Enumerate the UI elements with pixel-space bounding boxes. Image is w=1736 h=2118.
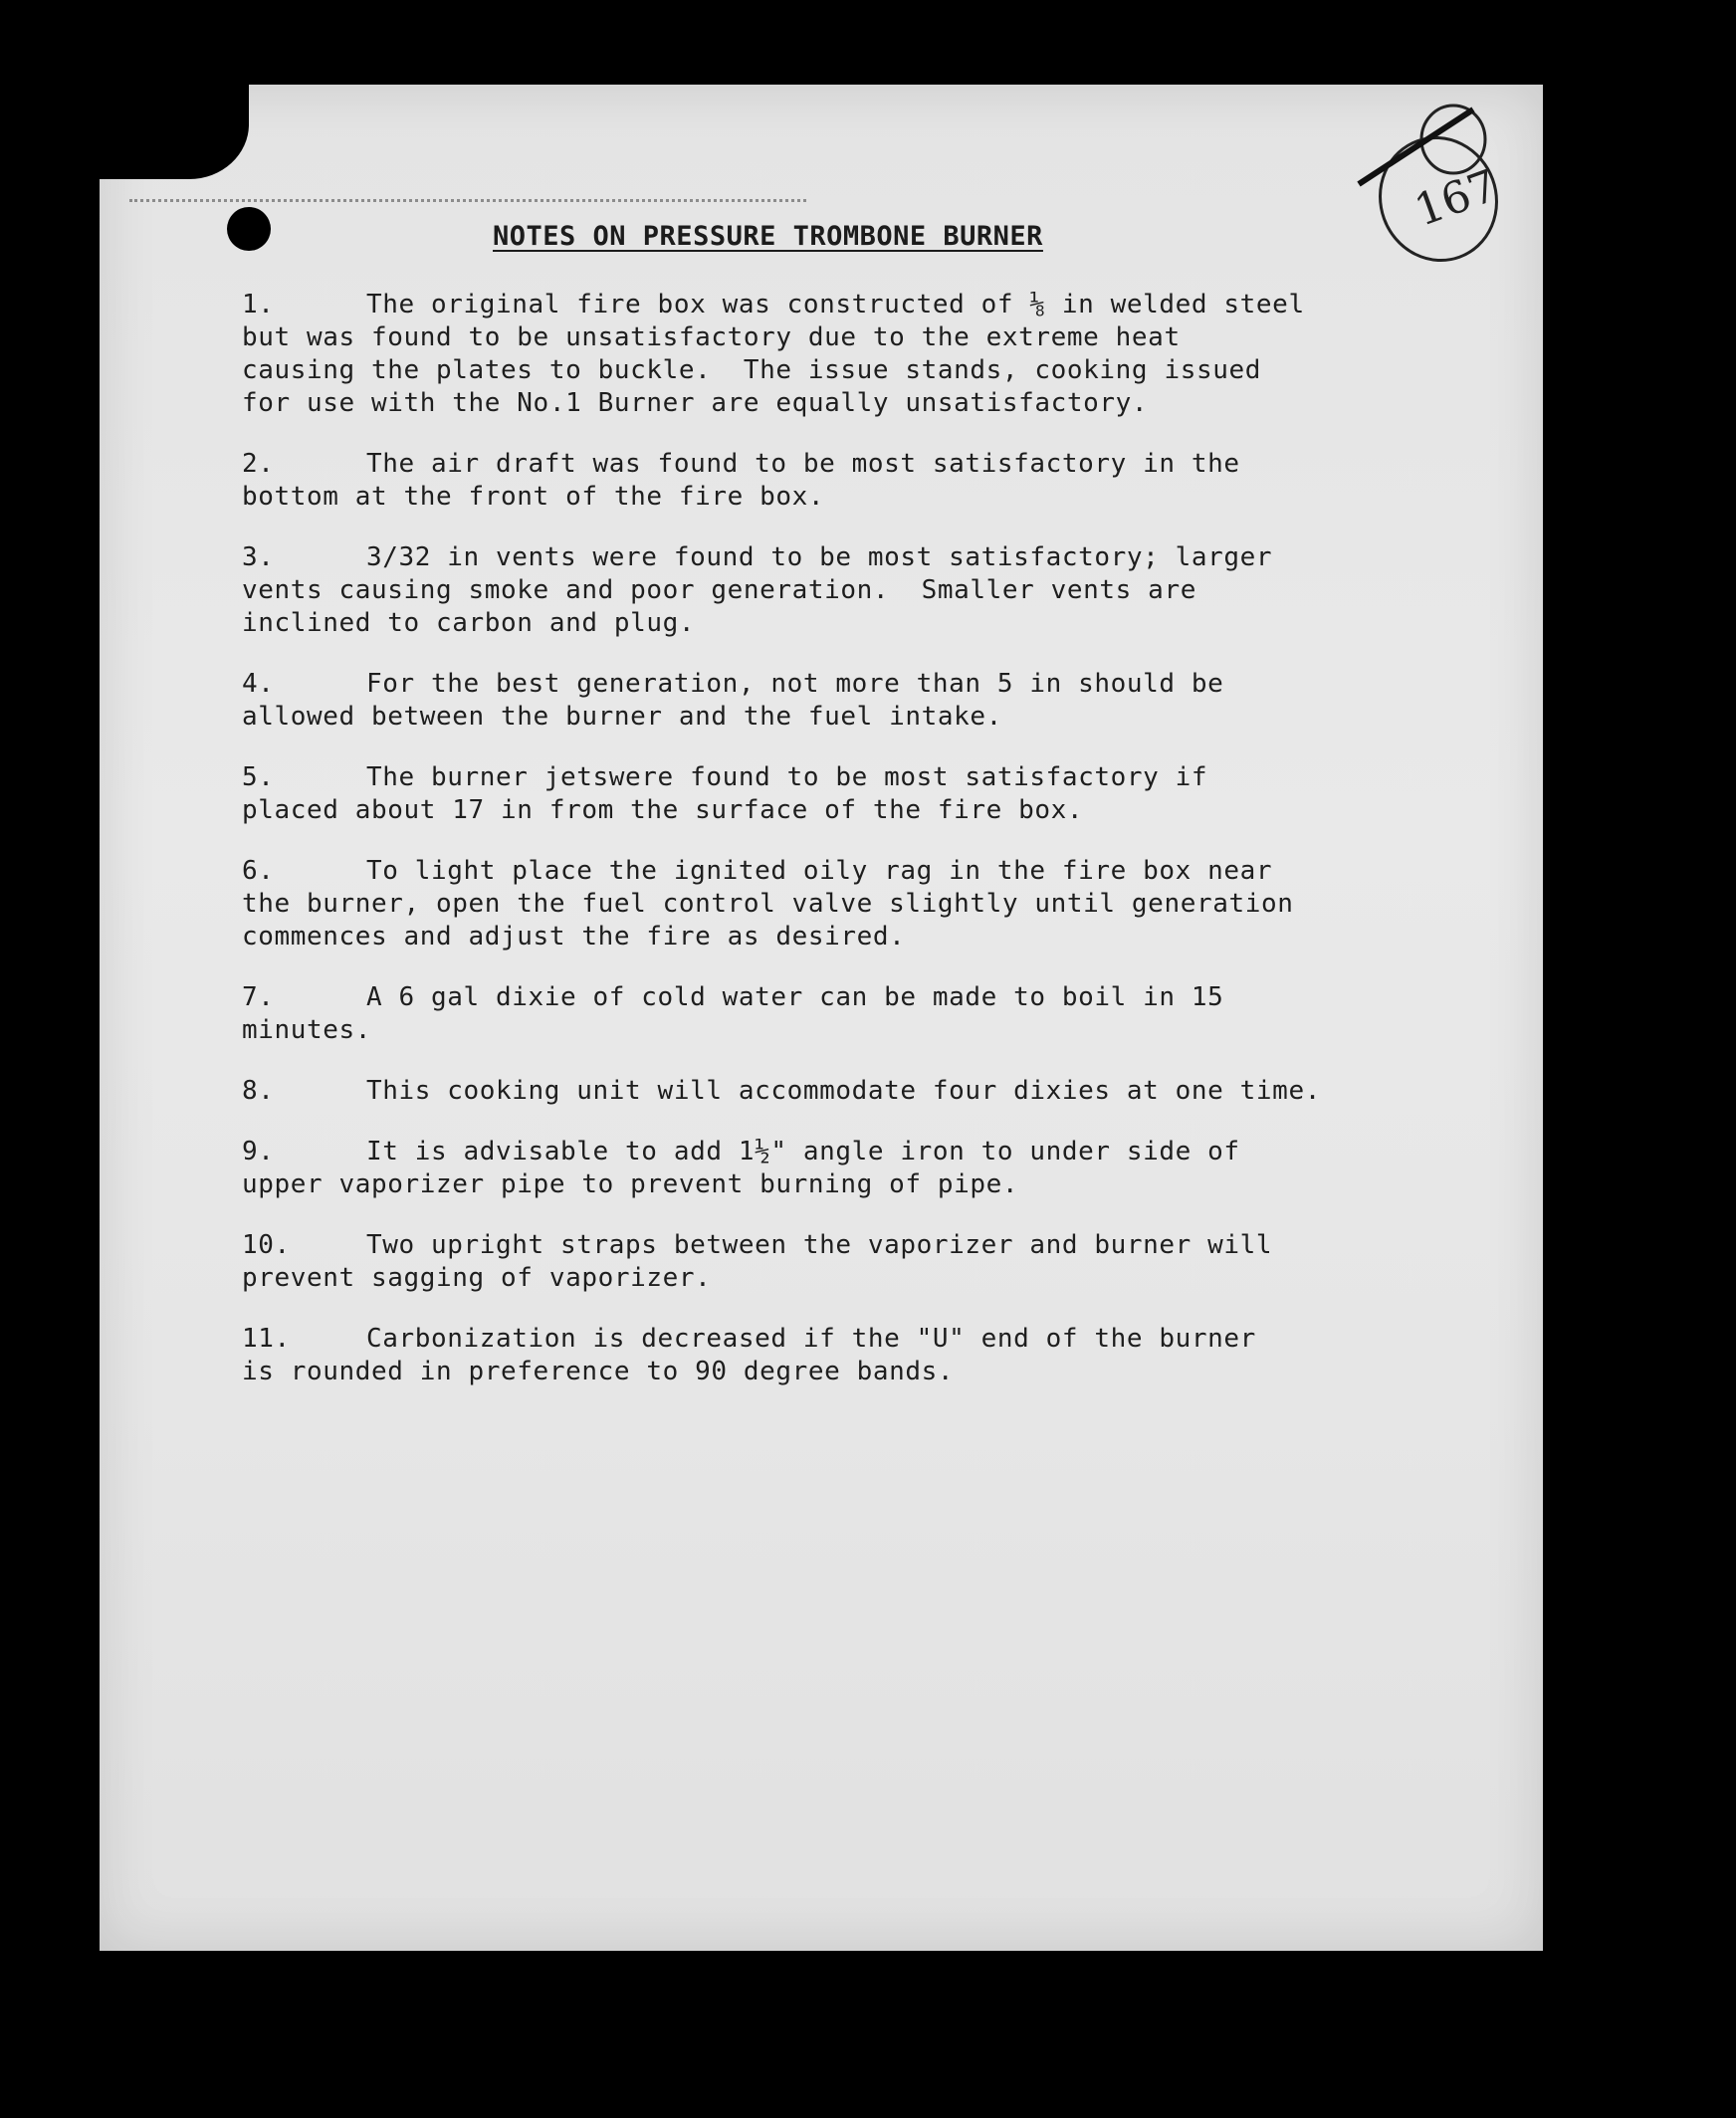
note-text: The air draft was found to be most satisfactory in the bottom at the front of the fire box. (242, 449, 1240, 512)
note-item (242, 981, 1446, 1047)
note-item (242, 761, 1446, 827)
note-item (242, 1075, 1446, 1108)
note-number: 10. (242, 1230, 291, 1260)
note-number: 1. (242, 290, 275, 319)
note-item (242, 541, 1446, 640)
note-text: Two upright straps between the vaporizer and burner will prevent sagging of vaporizer. (242, 1230, 1273, 1293)
note-number: 5. (242, 762, 275, 792)
note-text: To light place the ignited oily rag in the fire box near the burner, open the fuel control valve slightly until generation commences and adjust the fire as desired. (242, 856, 1294, 952)
note-text: The burner jetswere found to be most satisfactory if placed about 17 in from the surface of the fire box. (242, 762, 1208, 825)
note-number: 11. (242, 1324, 291, 1354)
note-number: 4. (242, 669, 275, 699)
note-number: 6. (242, 856, 275, 886)
note-number: 3. (242, 542, 275, 572)
note-item (242, 1229, 1446, 1295)
note-number: 2. (242, 449, 275, 479)
note-number: 8. (242, 1076, 275, 1106)
svg-text:167: 167 (1408, 160, 1505, 237)
note-text: For the best generation, not more than 5 in should be allowed between the burner and the fuel intake. (242, 669, 1224, 732)
torn-corner (100, 85, 249, 179)
margin-smudge (129, 199, 806, 207)
note-item (242, 448, 1446, 514)
note-text: This cooking unit will accommodate four dixies at one time. (366, 1076, 1321, 1106)
note-text: Carbonization is decreased if the "U" end of the burner is rounded in preference to 90 degree bands. (242, 1324, 1256, 1386)
note-item (242, 1323, 1446, 1388)
handwritten-page-number (1354, 100, 1513, 269)
note-item (242, 855, 1446, 953)
note-number: 7. (242, 982, 275, 1012)
punch-hole (227, 207, 271, 251)
note-item (242, 668, 1446, 734)
note-item (242, 1136, 1446, 1201)
note-text: The original fire box was constructed of ⅛ in welded steel but was found to be unsatisfactory due to the extreme heat causing the plates to buckle. The issue stands, cooking issued for use with the No.1 Burner are equally unsatisfactory. (242, 290, 1305, 418)
note-item (242, 289, 1446, 420)
note-text: It is advisable to add 1½" angle iron to under side of upper vaporizer pipe to prevent burning of pipe. (242, 1137, 1240, 1199)
note-number: 9. (242, 1137, 275, 1166)
notes-list (242, 289, 1446, 1416)
note-text: A 6 gal dixie of cold water can be made to boil in 15 minutes. (242, 982, 1224, 1045)
document-title: NOTES ON PRESSURE TROMBONE BURNER (493, 221, 1043, 252)
note-text: 3/32 in vents were found to be most satisfactory; larger vents causing smoke and poor generation. Smaller vents are inclined to carbon and plug. (242, 542, 1273, 638)
